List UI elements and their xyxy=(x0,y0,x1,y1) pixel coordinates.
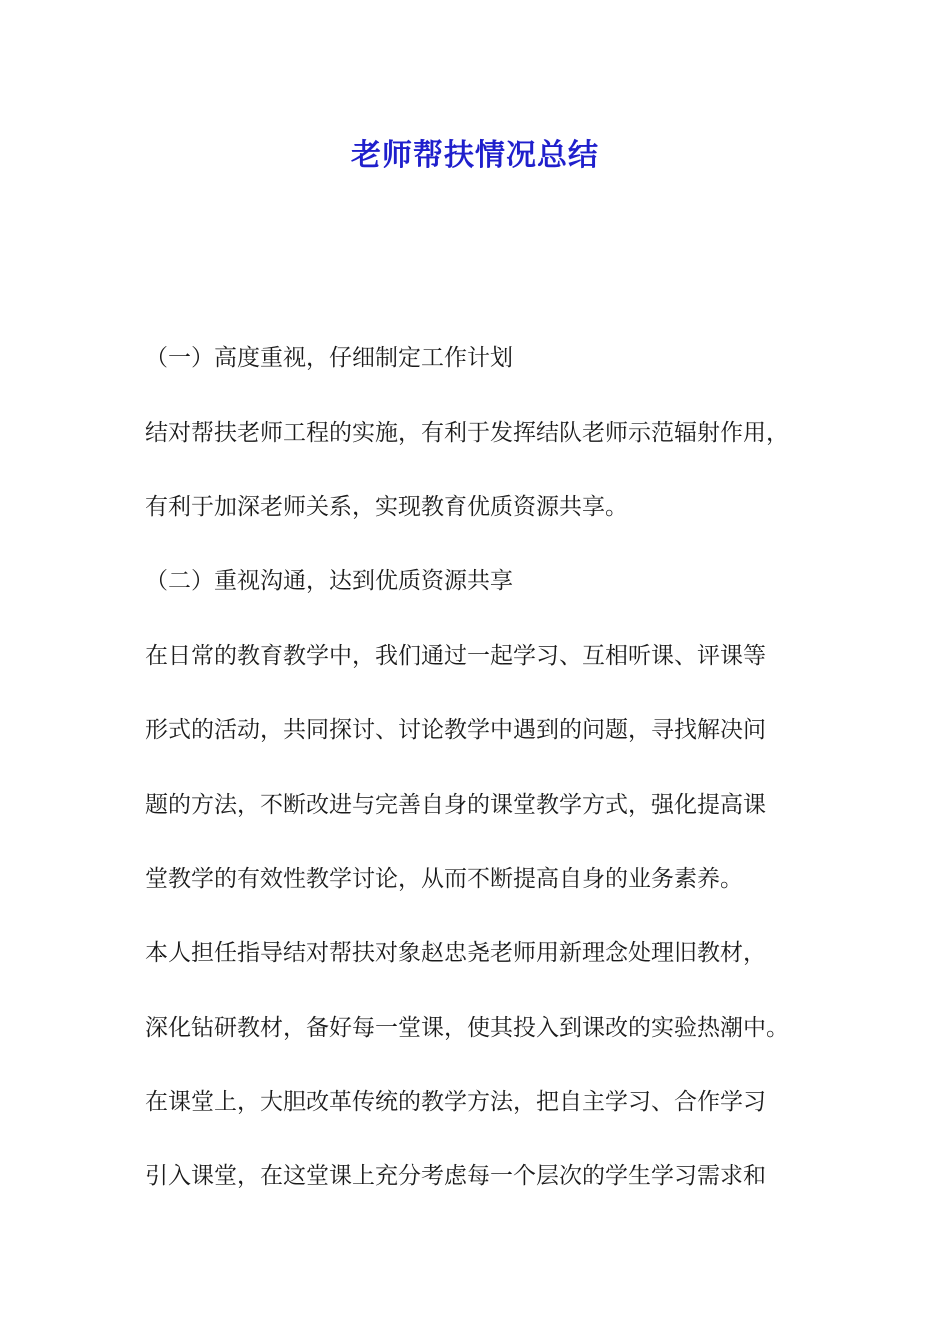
paragraph-line: 本人担任指导结对帮扶对象赵忠尧老师用新理念处理旧教材， xyxy=(145,940,766,966)
paragraph-line: 引入课堂，在这堂课上充分考虑每一个层次的学生学习需求和 xyxy=(145,1163,766,1189)
paragraph-line: 在课堂上，大胆改革传统的教学方法，把自主学习、合作学习 xyxy=(145,1089,766,1115)
document-title: 老师帮扶情况总结 xyxy=(351,138,599,173)
paragraph-line: 堂教学的有效性教学讨论，从而不断提高自身的业务素养。 xyxy=(145,866,743,892)
paragraph-line: 结对帮扶老师工程的实施，有利于发挥结队老师示范辐射作用， xyxy=(145,420,789,446)
section-heading-1: （一）高度重视，仔细制定工作计划 xyxy=(145,345,513,371)
paragraph-line: 有利于加深老师关系，实现教育优质资源共享。 xyxy=(145,494,628,520)
paragraph-line: 在日常的教育教学中，我们通过一起学习、互相听课、评课等 xyxy=(145,643,766,669)
section-heading-2: （二）重视沟通，达到优质资源共享 xyxy=(145,568,513,594)
paragraph-line: 形式的活动，共同探讨、讨论教学中遇到的问题，寻找解决问 xyxy=(145,717,766,743)
paragraph-line: 深化钻研教材，备好每一堂课，使其投入到课改的实验热潮中。 xyxy=(145,1015,789,1041)
paragraph-line: 题的方法，不断改进与完善自身的课堂教学方式，强化提高课 xyxy=(145,792,766,818)
